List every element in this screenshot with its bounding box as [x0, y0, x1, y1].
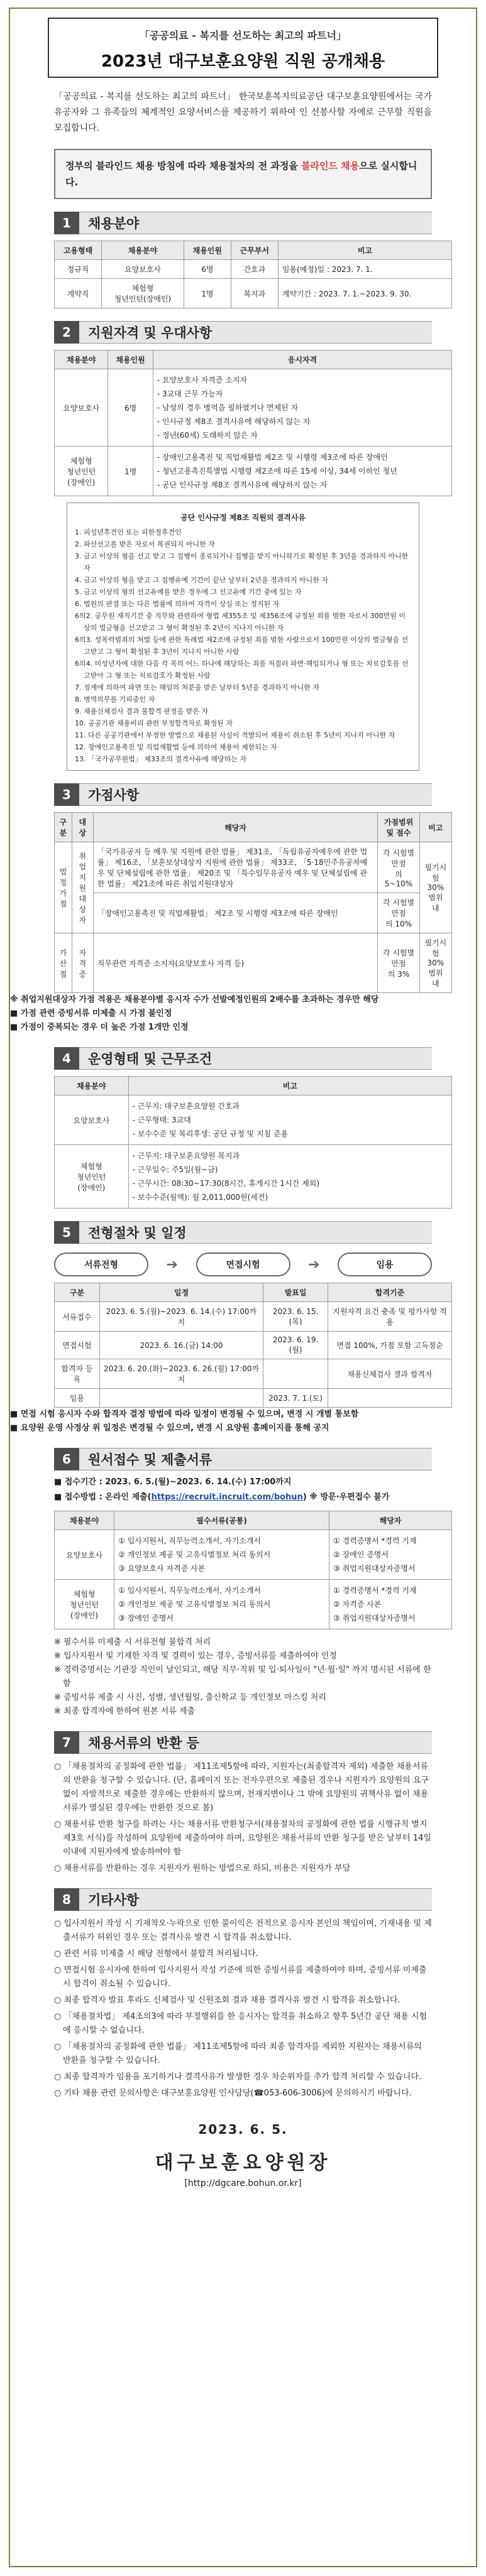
table-row [55, 1095, 452, 1145]
column-header: 채용인원 [108, 351, 153, 369]
receipt-period: ■ 접수기간 : 2023. 6. 5.(월)~2023. 6. 14.(수) 17:00까지 [54, 1477, 292, 1487]
disqualification-item: 3. 금고 이상의 형을 선고 받고 그 집행이 종료되거나 집행을 받지 아니하기로 확정된 후 3년을 경과하지 아니한 자 [75, 552, 409, 572]
table-cell: 지원자격 요건 충족 및 평가사항 적용 [328, 1302, 452, 1332]
table-cell: 임용(예정)일 : 2023. 7. 1. [278, 260, 451, 279]
arrow-right-icon: ➔ [308, 1256, 320, 1273]
disqualification-item: 4. 금고 이상의 형을 받고 그 집행유예 기간이 끝난 날부터 2년을 경과하지 아니한 자 [75, 576, 328, 584]
condition-item: - 근무일수: 주5일(월~금) [132, 1165, 218, 1174]
qualification-cell [153, 369, 451, 447]
qualification-item: - 공단 인사규정 제8조 결격사유에 해당하지 않는 자 [157, 481, 328, 489]
doc-item: ① 경력증명서 *경력 기재 [333, 1586, 417, 1595]
table-cell: 요양보호사 [102, 260, 184, 279]
table-cell: 면접시험 [55, 1332, 100, 1359]
table-cell: 간호과 [231, 260, 278, 279]
disqualification-item: 13. 「국가공무원법」 제33조의 결격사유에 해당하는 자 [75, 755, 246, 763]
doc-item: ③ 장애인 증명서 [118, 1614, 174, 1622]
table-cell: 채용신체검사 결과 합격자 [328, 1359, 452, 1389]
section-title: 채용서류의 반환 등 [79, 1731, 432, 1754]
table-cell: 합격자 등록 [55, 1359, 100, 1389]
return-item: ○ 채용서류 반환 청구를 하려는 사는 채용서류 반환청구서(채용절차의 공정화에 관한 법률 시행규칙 별지 제3호 서식)를 작성하여 요양원에 제출하여야 하며, 요양원은 채용서류의 반환 청구를 받은 날부터 14일 이내에 지원자에게 발송하여야 함 [54, 1820, 431, 1857]
doc-item: ② 개인정보 제공 및 고유식별정보 처리 동의서 [118, 1600, 271, 1609]
field-cell: 체험형 청년인턴 (장애인) [55, 1145, 129, 1209]
disqualification-item: 2. 파산선고를 받은 자로서 복권되지 아니한 자 [75, 540, 215, 548]
etc-item: ○ 최종 합격자가 임용을 포기하거나 결격사유가 발생한 경우 차순위자를 추가 합격 처리할 수 있습니다. [54, 2072, 422, 2082]
table-row [55, 279, 452, 308]
table-cell: 면접 100%, 가점 포함 고득점순 [328, 1332, 452, 1359]
disqualification-item: 11. 다른 공공기관에서 부정한 방법으로 채용된 사실이 적발되어 채용이 취소된 후 5년이 지나지 아니한 자 [75, 731, 395, 739]
table-cell: 6명 [184, 260, 231, 279]
return-item: ○ 「채용절차의 공정화에 관한 법률」 제11조제5항에 따라, 지원자는(최종합격자 제외) 제출한 채용서류의 반환을 청구할 수 있습니다. (단, 홈페이지 또는 전자우편으로 제출된 경우나 지원자가 요양원의 요구 없이 자발적으로 제출한 경우에는 반환하지 않으며, 천재지변이나 그 밖에 요양원의 귀책사유 없이 채용서류가 멸실된 경우에는 반환한 것으로 봄) [54, 1762, 429, 1813]
condition-item: - 근무시간: 08:30~17:30(8시간, 휴게시간 1시간 제외) [132, 1179, 319, 1188]
receipt-notes [54, 1636, 432, 1719]
column-header: 가점범위 및 점수 [378, 813, 419, 842]
column-header: 구분 [55, 813, 72, 842]
flow-step-document: 서류전형 [54, 1253, 148, 1276]
flow-step-appointment: 임용 [338, 1253, 432, 1276]
column-header: 구분 [55, 1283, 100, 1302]
note-cell: 필기시험 30% 범위 내 [419, 842, 451, 933]
disqualification-item: 5. 금고 이상의 형의 선고유예를 받은 경우에 그 선고유예 기간 중에 있는 자 [75, 588, 302, 596]
etc-item: ○ 기타 채용 관련 문의사항은 대구보훈요양원 인사담당(☎053-606-3006)에 문의하시기 바랍니다. [54, 2089, 412, 2098]
notice-highlight: 블라인드 채용 [301, 160, 360, 171]
section-8-header [54, 1888, 432, 1911]
category-cell: 가산 점 [55, 933, 72, 993]
section-title: 가점사항 [79, 783, 432, 806]
receipt-method-label: ■ 접수방법 : 온라인 제출( [54, 1492, 152, 1502]
table-row [55, 893, 452, 933]
section-number: 4 [54, 1047, 79, 1070]
column-header: 합격기준 [328, 1283, 452, 1302]
field-cell: 요양보호사 [55, 1530, 114, 1580]
section-title: 원서접수 및 제출서류 [79, 1448, 432, 1470]
receipt-note: ※ 필수서류 미제출 시 서류전형 불합격 처리 [54, 1638, 211, 1647]
disqualification-item: 8. 병역의무를 기피중인 자 [75, 695, 155, 704]
section-number: 5 [54, 1221, 79, 1244]
receipt-method-tail: ) ※ 방문·우편접수 불가 [302, 1492, 390, 1502]
disqualification-item: 7. 징계에 의하여 파면 또는 해임의 처분을 받은 날부터 5년을 경과하지 아니한 자 [75, 683, 319, 692]
table-cell: 임용 [55, 1389, 100, 1408]
column-header: 채용분야 [55, 1511, 114, 1530]
bonus-note: ■ 가점 관련 증빙서류 미제출 시 가점 불인정 [10, 1009, 172, 1018]
column-header: 일정 [99, 1283, 263, 1302]
condition-cell [128, 1095, 451, 1145]
section-title: 기타사항 [79, 1888, 432, 1911]
etc-text [54, 1917, 432, 2100]
table-cell: 2023. 6. 16.(금) 14:00 [99, 1332, 263, 1359]
section-title: 지원자격 및 우대사항 [79, 321, 432, 344]
etc-item: ○ 최종 합격자 발표 후라도 신체검사 및 신원조회 결과 채용 결격사유 발견 시 합격을 취소합니다. [54, 1996, 400, 2005]
target-cell: 자격 증 [72, 933, 93, 993]
process-flow [54, 1253, 432, 1276]
etc-item: ○ 「채용절차법」 제4조의3에 따라 부정행위를 한 응시자는 합격을 취소하고 향후 5년간 공단 채용 시험에 응시할 수 없습니다. [54, 2012, 428, 2035]
column-header: 대상 [72, 813, 93, 842]
score-cell: 각 시험별 만점 의 10% [378, 893, 419, 933]
table-cell: 2023. 6. 19.(월) [263, 1332, 328, 1359]
return-text [54, 1760, 432, 1876]
doc-item: ③ 취업지원대상자증명서 [333, 1614, 416, 1622]
table-row [55, 260, 452, 279]
required-docs-cell [114, 1530, 329, 1580]
condition-item: - 보수수준(월액): 월 2,011,000원(세전) [132, 1193, 268, 1202]
target-cell: 취업지원 대상자 [72, 842, 93, 933]
section-number: 1 [54, 212, 79, 234]
receipt-note: ※ 경력증명서는 기관장 직인이 날인되고, 해당 직무·직위 및 입·퇴사일이 "년·월·일" 까지 명시된 서류에 한함 [54, 1665, 431, 1688]
condition-cell [128, 1145, 451, 1209]
disqualification-title: 공단 인사규정 제8조 직원의 결격사유 [180, 513, 306, 522]
bonus-note: ※ 취업지원대상자 가점 적용은 채용분야별 응시자 수가 선발예정인원의 2배수를 초과하는 경우만 해당 [10, 995, 379, 1004]
disqualification-item: 1. 피성년후견인 또는 피한정후견인 [75, 528, 182, 536]
table-cell: 계약기간 : 2023. 7. 1.~2023. 9. 30. [278, 279, 451, 308]
section-5-header [54, 1221, 432, 1244]
etc-item: ○ 면접시험 응시자에 한하여 입사지원서 작성 기준에 의한 증빙서류를 제출하여야 하며, 증빙서류 미제출 시 합격이 취소될 수 있습니다. [54, 1965, 427, 1989]
table-row [55, 1580, 452, 1629]
qualification-item: - 인사규정 제8조 결격사유에 해당하지 않는 자 [157, 417, 311, 426]
table-cell: 2023. 7. 1.(토) [263, 1389, 328, 1408]
column-header: 비고 [278, 241, 451, 260]
table-row [55, 1332, 452, 1359]
section-4-header [54, 1047, 432, 1070]
disqualification-box [67, 503, 419, 771]
section-1-header [54, 212, 432, 234]
note-cell: 필기시험 30% 범위 내 [419, 933, 451, 993]
section-number: 8 [54, 1888, 79, 1911]
doc-item: ② 자격증 사본 [333, 1600, 382, 1609]
disqualification-item: 6의2. 공무원 재직기간 중 직무와 관련하여 형법 제355조 및 제356조에 규정된 죄를 범한 자로서 300만원 이상의 벌금형을 선고받고 그 형이 확정된 후 2년이 지나지 아니한 자 [75, 612, 406, 632]
disqualification-item: 6의4. 미성년자에 대한 다음 각 목의 어느 하나에 해당하는 죄를 저질러 파면·해임되거나 형 또는 치료감호를 선고받아 그 형 또는 치료감호가 확정된 사람 [75, 660, 409, 680]
table-cell: 정규직 [55, 260, 102, 279]
qualification-item: - 청년고용촉진특별법 시행령 제2조에 따른 15세 이상, 34세 이하인 청년 [157, 467, 397, 476]
condition-item: - 근무지: 대구보훈요양원 복지과 [132, 1151, 240, 1160]
category-cell: 법정 가점 [55, 842, 72, 933]
qualification-cell [153, 447, 451, 496]
bonus-points-table [54, 812, 452, 993]
optional-docs-cell [329, 1580, 452, 1629]
section-7-header [54, 1731, 432, 1754]
field-cell: 요양보호사 [55, 369, 108, 447]
table-cell [99, 1389, 263, 1408]
notice-text-1: 정부의 블라인드 채용 방침에 따라 채용절차의 전 과정을 [65, 160, 302, 171]
qualification-item: - 남성의 경우 병역을 필하였거나 면제된 자 [157, 403, 299, 412]
section-2-header [54, 321, 432, 344]
column-header: 발표일 [263, 1283, 328, 1302]
table-row [55, 1145, 452, 1209]
table-row [55, 842, 452, 893]
section-number: 3 [54, 783, 79, 806]
field-cell: 체험형 청년인턴 (장애인) [55, 447, 108, 496]
announce-date: 2023. 6. 5. [198, 2122, 288, 2137]
table-cell [328, 1389, 452, 1408]
section-6-header [54, 1448, 432, 1470]
qualification-item: - 장애인고용촉진 및 직업재활법 제2조 및 시행령 제3조에 따른 장애인 [157, 453, 388, 462]
receipt-method [54, 1491, 432, 1504]
table-cell: 계약직 [55, 279, 102, 308]
disqualification-item: 9. 채용신체검사 결과 불합격 판정을 받은 자 [75, 707, 209, 715]
field-cell: 체험형 청년인턴 (장애인) [55, 1580, 114, 1629]
doc-item: ① 입사지원서, 직무능력소개서, 자기소개서 [118, 1536, 261, 1545]
table-row [55, 1302, 452, 1332]
table-cell [263, 1359, 328, 1389]
etc-item: ○ 입사지원서 작성 시 기재착오·누락으로 인한 불이익은 전적으로 응시자 본인의 책임이며, 기재내용 및 제출서류가 허위인 경우 또는 결격사유 발견 시 합격을 취소합니다. [54, 1919, 432, 1942]
doc-item: ③ 요양보호사 자격증 사본 [118, 1564, 206, 1573]
table-cell: 2023. 6. 20.(화)~2023. 6. 26.(월) 17:00까지 [99, 1359, 263, 1389]
notice-text-2: 으로 실시합니다. [65, 160, 417, 188]
flow-step-interview: 면접시험 [196, 1253, 290, 1276]
section-title: 전형절차 및 일정 [79, 1221, 432, 1244]
column-header: 고용형태 [55, 241, 102, 260]
organization-name: 대구보훈요양원장 [155, 2152, 331, 2174]
required-docs-cell [114, 1580, 329, 1629]
field-cell: 요양보호사 [55, 1095, 129, 1145]
count-cell: 6명 [108, 369, 153, 447]
doc-item: ① 입사지원서, 직무능력소개서, 자기소개서 [118, 1586, 261, 1595]
disqualification-item: 6의3. 성폭력범죄의 처벌 등에 관한 특례법 제2조에 규정된 죄를 범한 사람으로서 100만원 이상의 벌금형을 선고받고 그 형이 확정된 후 3년이 지나지 아니한 사람 [75, 636, 409, 656]
desc-cell: 「국가유공자 등 예우 및 지원에 관한 법률」 제31조, 「독립유공자예우에 관한 법률」 제16조, 「보훈보상대상자 지원에 관한 법률」 제33조, 「5·18민주유공자예우 및 단체설립에 관한 법률」 제20조 및 「특수임무유공자 예우 및 단체설립에 관한 법률」 제21조에 따른 취업지원대상자 [93, 842, 378, 893]
table-cell: 2023. 6. 5.(월)~2023. 6. 14.(수) 17:00까지 [99, 1302, 263, 1332]
receipt-note: ※ 최종 합격자에 한하여 원본 서류 제출 [54, 1707, 196, 1716]
qualification-item: - 3교대 근무 가능자 [157, 389, 223, 398]
column-header: 채용분야 [55, 351, 108, 369]
table-row [55, 933, 452, 993]
doc-item: ② 장애인 증명서 [333, 1550, 389, 1559]
title-box [48, 18, 438, 78]
column-header: 해당자 [93, 813, 378, 842]
section-number: 6 [54, 1448, 79, 1470]
arrow-right-icon: ➔ [166, 1256, 178, 1273]
table-cell: 체험형 청년인턴(장애인) [102, 279, 184, 308]
etc-item: ○ 관련 서류 미제출 시 해당 전형에서 불합격 처리됩니다. [54, 1949, 258, 1959]
desc-cell: 「장애인고용촉진 및 직업재활법」 제2조 및 시행령 제3조에 따른 장애인 [93, 893, 378, 933]
score-cell: 각 시험별 만점 의 3% [378, 933, 419, 993]
count-cell: 1명 [108, 447, 153, 496]
table-row [55, 369, 452, 447]
disqualification-item: 10. 공공기관 채용비리 관련 부정합격자로 확정된 자 [75, 719, 233, 727]
receipt-note: ※ 입사지원서 및 기재한 자격 및 경력이 있는 경우, 증빙서류를 제출하여야 인정 [54, 1651, 337, 1661]
schedule-note: ■ 요양원 운영 사정상 위 일정은 변경될 수 있으며, 변경 시 요양원 홈페이지를 통해 공지 [10, 1423, 329, 1433]
table-cell: 복지과 [231, 279, 278, 308]
bonus-note: ■ 가점이 중복되는 경우 더 높은 가점 1개만 인정 [10, 1023, 189, 1032]
table-cell: 2023. 6. 15.(목) [263, 1302, 328, 1332]
column-header: 채용인원 [184, 241, 231, 260]
section-title: 운영형태 및 근무조건 [79, 1047, 432, 1070]
column-header: 근무부서 [231, 241, 278, 260]
disqualification-item: 12. 장애인고용촉진 및 직업재활법 등에 의하여 채용이 제한되는 자 [75, 743, 277, 751]
optional-docs-cell [329, 1530, 452, 1580]
column-header: 응시자격 [153, 351, 451, 369]
condition-item: - 보수수준 및 복리후생: 공단 규정 및 지침 준용 [132, 1129, 289, 1138]
table-row [55, 1530, 452, 1580]
condition-item: - 근무지: 대구보훈요양원 간호과 [132, 1102, 240, 1111]
blind-notice [54, 149, 432, 199]
schedule-table [54, 1283, 452, 1408]
desc-cell: 직무관련 자격증 소지자(요양보호사 자격 등) [93, 933, 378, 993]
schedule-note: ■ 면접 시험 응시자 수와 합격자 결정 방법에 따라 일정이 변경될 수 있으며, 변경 시 개별 통보함 [10, 1410, 359, 1419]
doc-item: ② 개인정보 제공 및 고유식별정보 처리 동의서 [118, 1550, 271, 1559]
doc-item: ① 경력증명서 *경력 기재 [333, 1536, 417, 1545]
qualification-item: - 요양보호사 자격증 소지자 [157, 376, 248, 384]
disqualification-item: 6. 법원의 판결 또는 다른 법률에 의하여 자격이 상실 또는 정지된 자 [75, 600, 280, 608]
table-row [55, 1359, 452, 1389]
column-header: 채용분야 [102, 241, 184, 260]
receipt-note: ※ 증빙서류 제출 시 사진, 성별, 생년월일, 출신학교 등 개인정보 마스킹 처리 [54, 1693, 326, 1702]
score-cell: 각 시험별 만점 의 5~10% [378, 842, 419, 893]
page-frame [9, 8, 477, 2567]
page-subtitle: 「공공의료 - 복지를 선도하는 최고의 파트너」 [139, 30, 347, 41]
condition-item: - 근무형태: 3교대 [132, 1116, 191, 1124]
work-condition-table [54, 1076, 452, 1209]
column-header: 비고 [419, 813, 451, 842]
table-row [55, 1389, 452, 1408]
table-cell: 1명 [184, 279, 231, 308]
documents-table [54, 1511, 452, 1629]
section-number: 2 [54, 321, 79, 344]
column-header: 필수서류(공통) [114, 1511, 329, 1530]
table-cell: 서류접수 [55, 1302, 100, 1332]
section-3-header [54, 783, 432, 806]
qualification-table [54, 350, 452, 496]
qualification-item: - 정년(60세) 도래하지 않은 자 [157, 431, 258, 440]
homepage-link[interactable]: [http://dgcare.bohun.or.kr] [184, 2178, 302, 2188]
page-title: 2023년 대구보훈요양원 직원 공개채용 [101, 52, 385, 71]
column-header: 채용분야 [55, 1077, 129, 1095]
recruit-field-table [54, 241, 452, 308]
section-number: 7 [54, 1731, 79, 1754]
intro-text: 「공공의료 - 복지를 선도하는 최고의 파트너」 한국보훈복지의료공단 대구보훈요양원에서는 국가유공자와 그 유족들의 체계적인 요양서비스를 제공하기 위하여 인 선봉사할 자에로 근무할 직원을 모집합니다. [54, 92, 432, 133]
column-header: 비고 [128, 1077, 451, 1095]
etc-item: ○ 「채용절차의 공정화에 관한 법률」 제11조제5항에 따라 최종 합격자를 제외한 지원자는 채용서류의 반환을 청구할 수 있습니다. [54, 2042, 422, 2065]
section-title: 채용분야 [79, 212, 432, 234]
return-item: ○ 채용서류를 반환하는 경우 지원자가 원하는 방법으로 하되, 비용은 지원자가 부담 [54, 1864, 351, 1873]
table-row [55, 447, 452, 496]
doc-item: ③ 취업지원대상자증명서 [333, 1564, 416, 1573]
column-header: 해당자 [329, 1511, 452, 1530]
recruit-site-link[interactable]: https://recruit.incruit.com/bohun [151, 1492, 303, 1502]
